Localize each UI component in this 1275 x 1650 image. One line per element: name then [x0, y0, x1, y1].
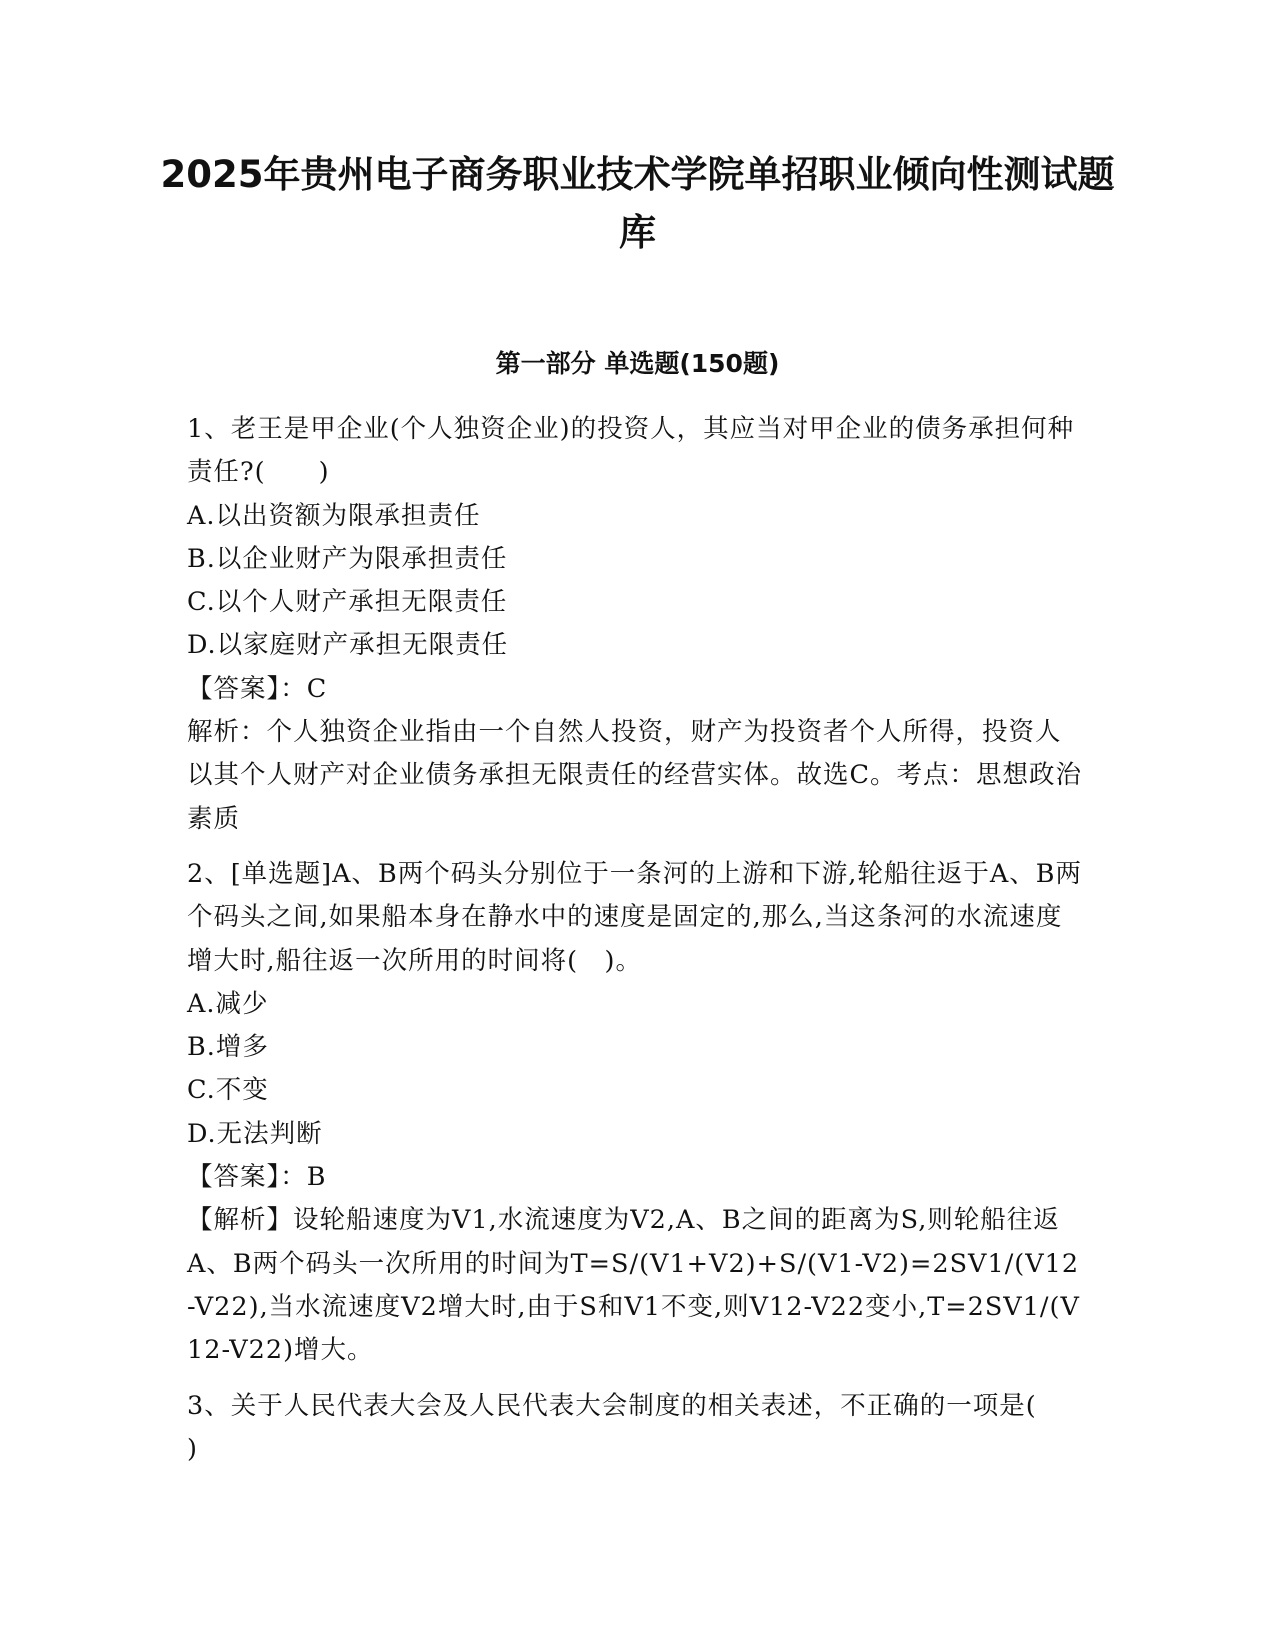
option-c: C.不变: [187, 1075, 269, 1106]
option-b: B.增多: [187, 1032, 269, 1063]
option-b: B.以企业财产为限承担责任: [187, 543, 508, 574]
question-list: [187, 408, 1090, 1483]
question-2: [187, 853, 1087, 1373]
section-heading: 第一部分 单选题(150题): [495, 349, 780, 378]
question-3: [187, 1385, 1090, 1472]
option-d: D.以家庭财产承担无限责任: [187, 630, 509, 661]
option-c: C.以个人财产承担无限责任: [187, 587, 508, 618]
question-stem: 1、老王是甲企业(个人独资企业)的投资人，其应当对甲企业的债务承担何种责任?( ): [187, 414, 1075, 488]
analysis: 解析：个人独资企业指由一个自然人投资，财产为投资者个人所得，投资人以其个人财产对企业债务承担无限责任的经营实体。故选C。考点：思想政治素质: [187, 717, 1083, 834]
option-d: D.无法判断: [187, 1118, 323, 1149]
question-stem: 2、[单选题]A、B两个码头分别位于一条河的上游和下游,轮船往返于A、B两个码头之间,如果船本身在静水中的速度是固定的,那么,当这条河的水流速度增大时,船往返一次所用的时间将( )。: [187, 858, 1083, 976]
question-stem: 3、关于人民代表大会及人民代表大会制度的相关表述，不正确的一项是( ): [187, 1390, 1090, 1464]
document-title: 2025年贵州电子商务职业技术学院单招职业倾向性测试题库: [160, 153, 1115, 254]
question-1: [187, 408, 1087, 841]
option-a: A.以出资额为限承担责任: [187, 500, 481, 531]
answer: 【答案】：C: [187, 673, 328, 704]
option-a: A.减少: [187, 988, 269, 1019]
analysis: 【解析】设轮船速度为V1,水流速度为V2,A、B之间的距离为S,则轮船往返A、B两个码头一次所用的时间为T=S/(V1+V2)+S/(V1-V2)=2SV1/(V12-V22),当水流速度V2增大时,由于S和V1不变,则V12-V22变小,T=2SV1/(V12-V22)增大。: [187, 1205, 1080, 1366]
answer: 【答案】：B: [187, 1162, 327, 1193]
